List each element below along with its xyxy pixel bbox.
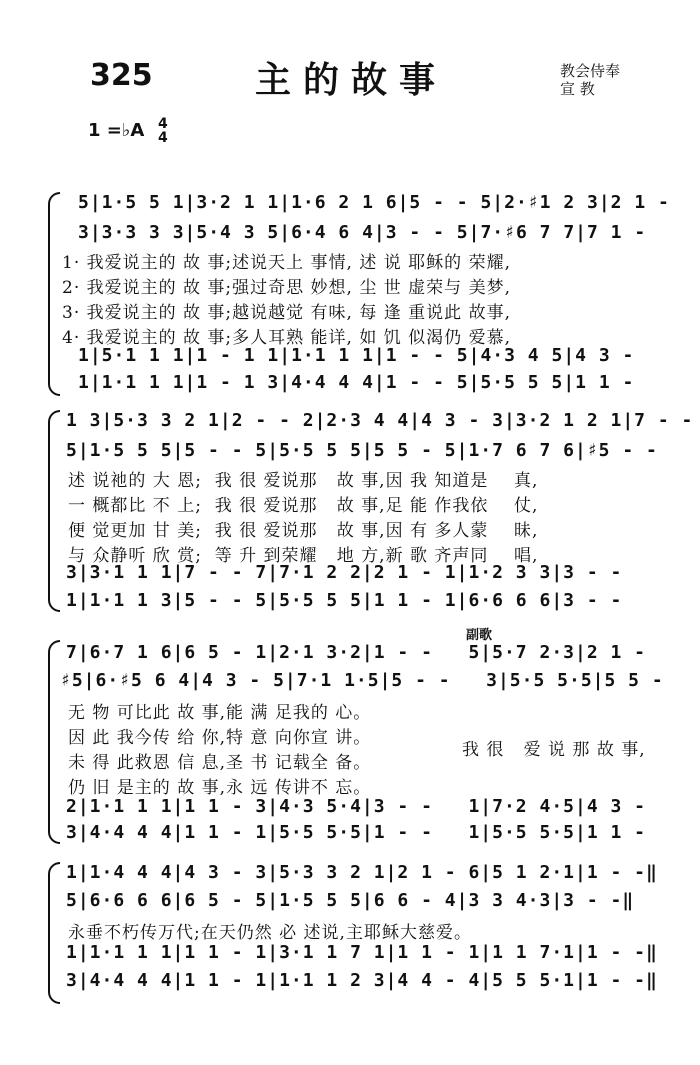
time-bottom: 4 xyxy=(158,130,168,146)
alto-line-3: ♯5|6·♯5 6 4|4 3 - 5|7·1 1·5|5 - - 3|5·5 5·5|5 5 - xyxy=(60,670,664,691)
lyric-verse-4-line-2: 与 众静听 欣 赏; 等 升 到荣耀 地 方,新 歌 齐声同 唱, xyxy=(68,546,539,566)
lyric-verse-2-line-1: 2· 我爱说主的 故 事;强过奇思 妙想, 尘 世 虚荣与 美梦, xyxy=(62,278,511,298)
credit-line-1: 教会侍奉 xyxy=(560,62,621,80)
time-top: 4 xyxy=(158,116,168,132)
soprano-line-3: 7|6·7 1 6|6 5 - 1|2·1 3·2|1 - - 5|5·7 2·3|2 1 - xyxy=(66,642,647,663)
lyric-verse-4-line-3: 仍 旧 是主的 故 事,永 远 传讲不 忘。 xyxy=(68,778,372,798)
hymn-number: 325 xyxy=(90,58,153,93)
bass-line-2: 1|1·1 1 3|5 - - 5|5·5 5 5|1 1 - 1|6·6 6 6|3 - - xyxy=(66,590,623,611)
lyric-verse-3-line-2: 便 觉更加 甘 美; 我 很 爱说那 故 事,因 有 多人蒙 昧, xyxy=(68,521,539,541)
bass-line-1: 1|1·1 1 1|1 - 1 3|4·4 4 4|1 - - 5|5·5 5 5|1 1 - xyxy=(78,372,635,393)
bass-line-3: 3|4·4 4 4|1 1 - 1|5·5 5·5|1 - - 1|5·5 5·5|1 1 - xyxy=(66,822,647,843)
time-signature xyxy=(158,117,168,145)
alto-line-4: 5|6·6 6 6|6 5 - 5|1·5 5 5|6 6 - 4|3 3 4·3|3 - -‖ xyxy=(66,890,635,911)
refrain-lyric: 我 很 爱 说 那 故 事, xyxy=(462,740,646,760)
lyric-verse-1-line-2: 述 说祂的 大 恩; 我 很 爱说那 故 事,因 我 知道是 真, xyxy=(68,471,539,491)
refrain-label: 副歌 xyxy=(466,628,493,643)
system-brace xyxy=(48,862,60,1004)
soprano-line-1: 5|1·5 5 1|3·2 1 1|1·6 2 1 6|5 - - 5|2·♯1 2 3|2 1 - xyxy=(78,192,670,213)
lyric-verse-3-line-3: 未 得 此救恩 信 息,圣 书 记载全 备。 xyxy=(68,753,372,773)
alto-line-2: 5|1·5 5 5|5 - - 5|5·5 5 5|5 5 - 5|1·7 6 7 6|♯5 - - xyxy=(66,440,658,461)
soprano-line-4: 1|1·4 4 4|4 3 - 3|5·3 3 2 1|2 1 - 6|5 1 2·1|1 - -‖ xyxy=(66,862,658,883)
tenor-line-2: 3|3·1 1 1|7 - - 7|7·1 2 2|2 1 - 1|1·2 3 3|3 - - xyxy=(66,562,623,583)
lyric-line-4: 永垂不朽传万代;在天仍然 必 述说,主耶稣大慈爱。 xyxy=(68,923,472,943)
system-brace xyxy=(48,640,60,844)
tenor-line-4: 1|1·1 1 1|1 1 - 1|3·1 1 7 1|1 1 - 1|1 1 7·1|1 - -‖ xyxy=(66,942,658,963)
hymn-title: 主的故事 xyxy=(255,59,448,101)
lyric-verse-1-line-1: 1· 我爱说主的 故 事;述说天上 事情, 述 说 耶稣的 荣耀, xyxy=(62,253,511,273)
bass-line-4: 3|4·4 4 4|1 1 - 1|1·1 1 2 3|4 4 - 4|5 5 5·1|1 - -‖ xyxy=(66,970,658,991)
soprano-line-2: 1 3|5·3 3 2 1|2 - - 2|2·3 4 4|4 3 - 3|3·2 1 2 1|7 - - xyxy=(66,410,694,431)
system-brace xyxy=(48,192,60,396)
lyric-verse-3-line-1: 3· 我爱说主的 故 事;越说越觉 有味, 每 逢 重说此 故事, xyxy=(62,303,511,323)
tenor-line-1: 1|5·1 1 1|1 - 1 1|1·1 1 1|1 - - 5|4·3 4 5|4 3 - xyxy=(78,345,635,366)
lyric-verse-1-line-3: 无 物 可比此 故 事,能 满 足我的 心。 xyxy=(68,703,372,723)
system-brace xyxy=(48,410,60,612)
tenor-line-3: 2|1·1 1 1|1 1 - 3|4·3 5·4|3 - - 1|7·2 4·5|4 3 - xyxy=(66,796,647,817)
lyric-verse-4-line-1: 4· 我爱说主的 故 事;多人耳熟 能详, 如 饥 似渴仍 爱慕, xyxy=(62,328,511,348)
alto-line-1: 3|3·3 3 3|5·4 3 5|6·4 6 4|3 - - 5|7·♯6 7 7|7 1 - xyxy=(78,222,647,243)
lyric-verse-2-line-2: 一 概都比 不 上; 我 很 爱说那 故 事,足 能 作我依 仗, xyxy=(68,496,539,516)
lyric-verse-2-line-3: 因 此 我今传 给 你,特 意 向你宣 讲。 xyxy=(68,728,372,748)
credit-line-2: 宣 教 xyxy=(560,80,595,98)
key-signature: 1 =♭A xyxy=(88,120,145,141)
